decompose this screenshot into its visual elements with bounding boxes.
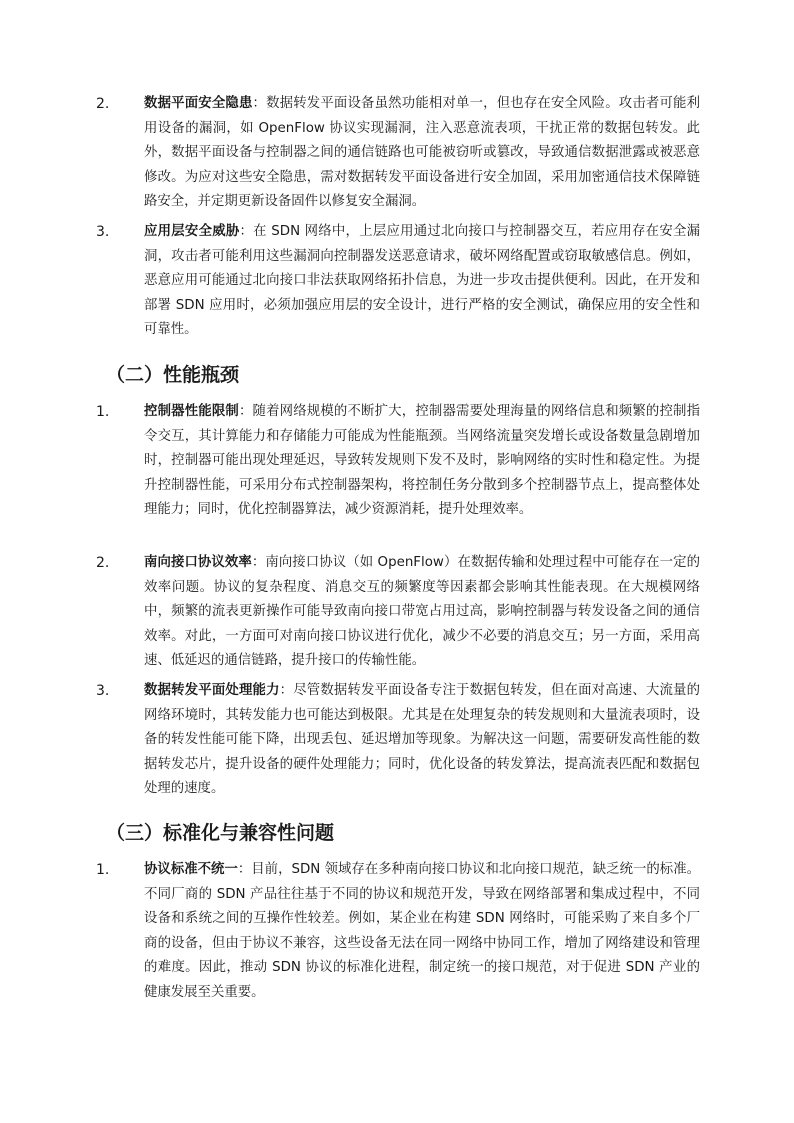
list-item-text: [144, 92, 700, 215]
item-description: ：南向接口协议（如 OpenFlow）在数据传输和处理过程中可能存在一定的效率问题。协议的复杂程度、消息交互的频繁度等因素都会影响其性能表现。在大规模网络中，频繁的流表更新操作可能导致南向接口带宽占用过高，影响控制器与转发设备之间的通信效率。对此，一方面可对南向接口协议进行优化，减少不必要的消息交互；另一方面，采用高速、低延迟的通信链路，提升接口的传输性能。: [144, 555, 701, 668]
list-number: 2.: [96, 96, 110, 112]
item-term: 协议标准不统一: [144, 862, 238, 877]
item-term: 南向接口协议效率: [144, 555, 252, 570]
item-description: ：随着网络规模的不断扩大，控制器需要处理海量的网络信息和频繁的控制指令交互，其计算能力和存储能力可能成为性能瓶颈。当网络流量突发增长或设备数量急剧增加时，控制器可能出现处理延迟，导致转发规则下发不及时，影响网络的实时性和稳定性。为提升控制器性能，可采用分布式控制器架构，将控制任务分散到多个控制器节点上，提高整体处理能力；同时，优化控制器算法，减少资源消耗，提升处理效率。: [144, 404, 701, 517]
list-item: [96, 220, 700, 343]
list-item: [96, 551, 700, 674]
list-item: [96, 400, 700, 523]
item-description: ：数据转发平面设备虽然功能相对单一，但也存在安全风险。攻击者可能利用设备的漏洞，如 OpenFlow 协议实现漏洞，注入恶意流表项，干扰正常的数据包转发。此外，数据平面设备与控制器之间的通信链路也可能被窃听或篡改，导致通信数据泄露或被恶意修改。为应对这些安全隐患，需对数据转发平面设备进行安全加固，采用加密通信技术保障链路安全，并定期更新设备固件以修复安全漏洞。: [144, 96, 701, 209]
list-item-text: [144, 679, 700, 802]
section-heading: （三）标准化与兼容性问题: [106, 822, 335, 844]
item-description: ：目前，SDN 领域存在多种南向接口协议和北向接口规范，缺乏统一的标准。不同厂商的 SDN 产品往往基于不同的协议和规范开发，导致在网络部署和集成过程中，不同设备和系统之间的互操作性较差。例如，某企业在构建 SDN 网络时，可能采购了来自多个厂商的设备，但由于协议不兼容，这些设备无法在同一网络中协同工作，增加了网络建设和管理的难度。因此，推动 SDN 协议的标准化进程，制定统一的接口规范，对于促进 SDN 产业的健康发展至关重要。: [144, 862, 700, 1000]
list-item: [96, 92, 700, 215]
list-item-text: [144, 551, 700, 674]
list-item: [96, 679, 700, 802]
list-item-text: [144, 220, 700, 343]
list-item: [96, 858, 700, 1005]
item-term: 控制器性能限制: [144, 404, 239, 419]
list-number: 1.: [96, 862, 110, 878]
item-term: 数据平面安全隐患: [144, 96, 253, 111]
list-number: 1.: [96, 404, 110, 420]
list-number: 3.: [96, 683, 110, 699]
item-term: 数据转发平面处理能力: [144, 683, 280, 698]
item-description: ：尽管数据转发平面设备专注于数据包转发，但在面对高速、大流量的网络环境时，其转发能力也可能达到极限。尤其是在处理复杂的转发规则和大量流表项时，设备的转发性能可能下降，出现丢包、延迟增加等现象。为解决这一问题，需要研发高性能的数据转发芯片，提升设备的硬件处理能力；同时，优化设备的转发算法，提高流表匹配和数据包处理的速度。: [144, 683, 701, 796]
item-description: ：在 SDN 网络中，上层应用通过北向接口与控制器交互，若应用存在安全漏洞，攻击者可能利用这些漏洞向控制器发送恶意请求，破坏网络配置或窃取敏感信息。例如，恶意应用可能通过北向接口非法获取网络拓扑信息，为进一步攻击提供便利。因此，在开发和部署 SDN 应用时，必须加强应用层的安全设计，进行严格的安全测试，确保应用的安全性和可靠性。: [144, 224, 700, 337]
list-number: 3.: [96, 224, 110, 240]
list-item-text: [144, 858, 700, 1005]
section-heading: （二）性能瓶颈: [106, 364, 240, 386]
item-term: 应用层安全威胁: [144, 224, 240, 239]
list-number: 2.: [96, 555, 110, 571]
list-item-text: [144, 400, 700, 523]
